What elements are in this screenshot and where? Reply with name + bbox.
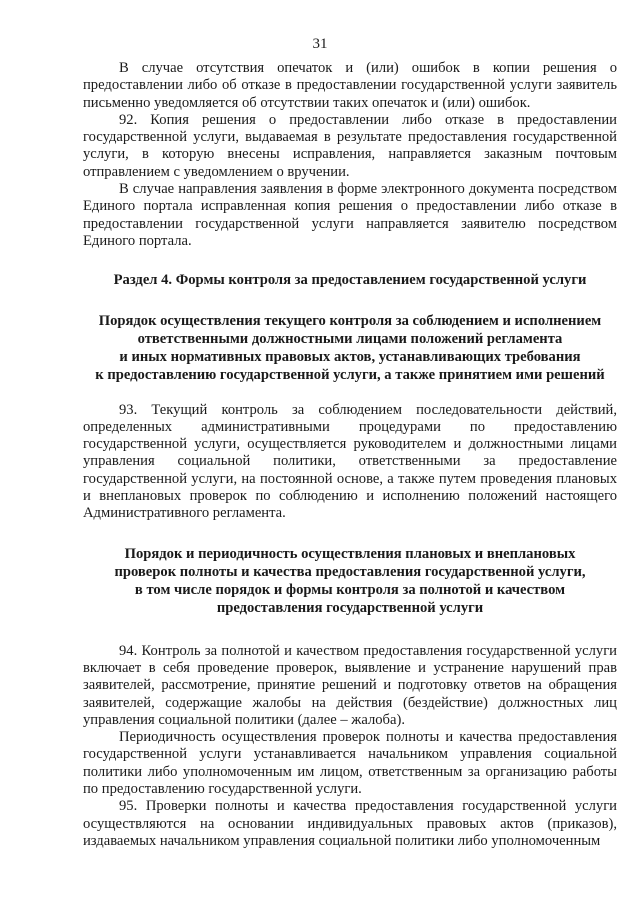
paragraph-92: 92. Копия решения о предоставлении либо отказе в предоставлении государственной услуги, выдаваемая в результате предоставления государственной услуги, в которую внесены исправления, направляется заказным почтовым отправлением с уведомлением о вручении. [83, 111, 617, 180]
subsection-title-line: Порядок и периодичность осуществления плановых и внеплановых [124, 545, 576, 562]
subsection-current-control-title [83, 312, 617, 384]
document-body [83, 60, 617, 850]
subsection-inspections-title [83, 545, 617, 617]
subsection-title-line: и иных нормативных правовых актов, устанавливающих требования [119, 348, 581, 365]
paragraph-electronic-copy: В случае направления заявления в форме электронного документа посредством Единого портала исправленная копия решения о предоставлении либо отказе в предоставлении государственной услуги направляется заявителю посредством Единого портала. [83, 181, 617, 249]
paragraph-93: 93. Текущий контроль за соблюдением последовательности действий, определенных административными процедурами по предоставлению государственной услуги, осуществляется руководителем и должностными лицами управления социальной политики, ответственными за предоставление государственной услуги, на постоянной основе, а также путем проведения плановых и внеплановых проверок по соблюдению и исполнению положений настоящего Административного регламента. [83, 401, 617, 522]
subsection-title-line: предоставления государственной услуги [216, 599, 484, 616]
subsection-title-line: ответственными должностными лицами положений регламента [137, 330, 563, 347]
subsection-title-line: проверок полноты и качества предоставления государственной услуги, [114, 563, 586, 580]
subsection-title-line: Порядок осуществления текущего контроля за соблюдением и исполнением [98, 312, 602, 329]
paragraph-95: 95. Проверки полноты и качества предоставления государственной услуги осуществляются на основании индивидуальных правовых актов (приказов), издаваемых начальником управления социальной политики либо уполномоченным [83, 798, 617, 849]
page-number: 31 [312, 36, 328, 52]
section-4-title: Раздел 4. Формы контроля за предоставлением государственной услуги [113, 272, 587, 289]
paragraph-no-errors-notice: В случае отсутствия опечаток и (или) ошибок в копии решения о предоставлении либо об отказе в предоставлении государственной услуги заявитель письменно уведомляется об отсутствии таких опечаток и (или) ошибок. [83, 60, 617, 111]
paragraph-94: 94. Контроль за полнотой и качеством предоставления государственной услуги включает в себя проведение проверок, выявление и устранение нарушений прав заявителей, рассмотрение, принятие решений и подготовку ответов на обращения заявителей, содержащие жалобы на действия (бездействие) должностных лиц управления социальной политики (далее – жалоба). [83, 642, 617, 728]
subsection-title-line: к предоставлению государственной услуги, а также принятием ими решений [95, 366, 605, 383]
paragraph-inspection-frequency: Периодичность осуществления проверок полноты и качества предоставления государственной услуги устанавливается начальником управления социальной политики либо уполномоченным им лицом, ответственным за организацию работы по предоставлению государственной услуги. [83, 729, 617, 798]
subsection-title-line: в том числе порядок и формы контроля за полнотой и качеством [134, 581, 566, 598]
